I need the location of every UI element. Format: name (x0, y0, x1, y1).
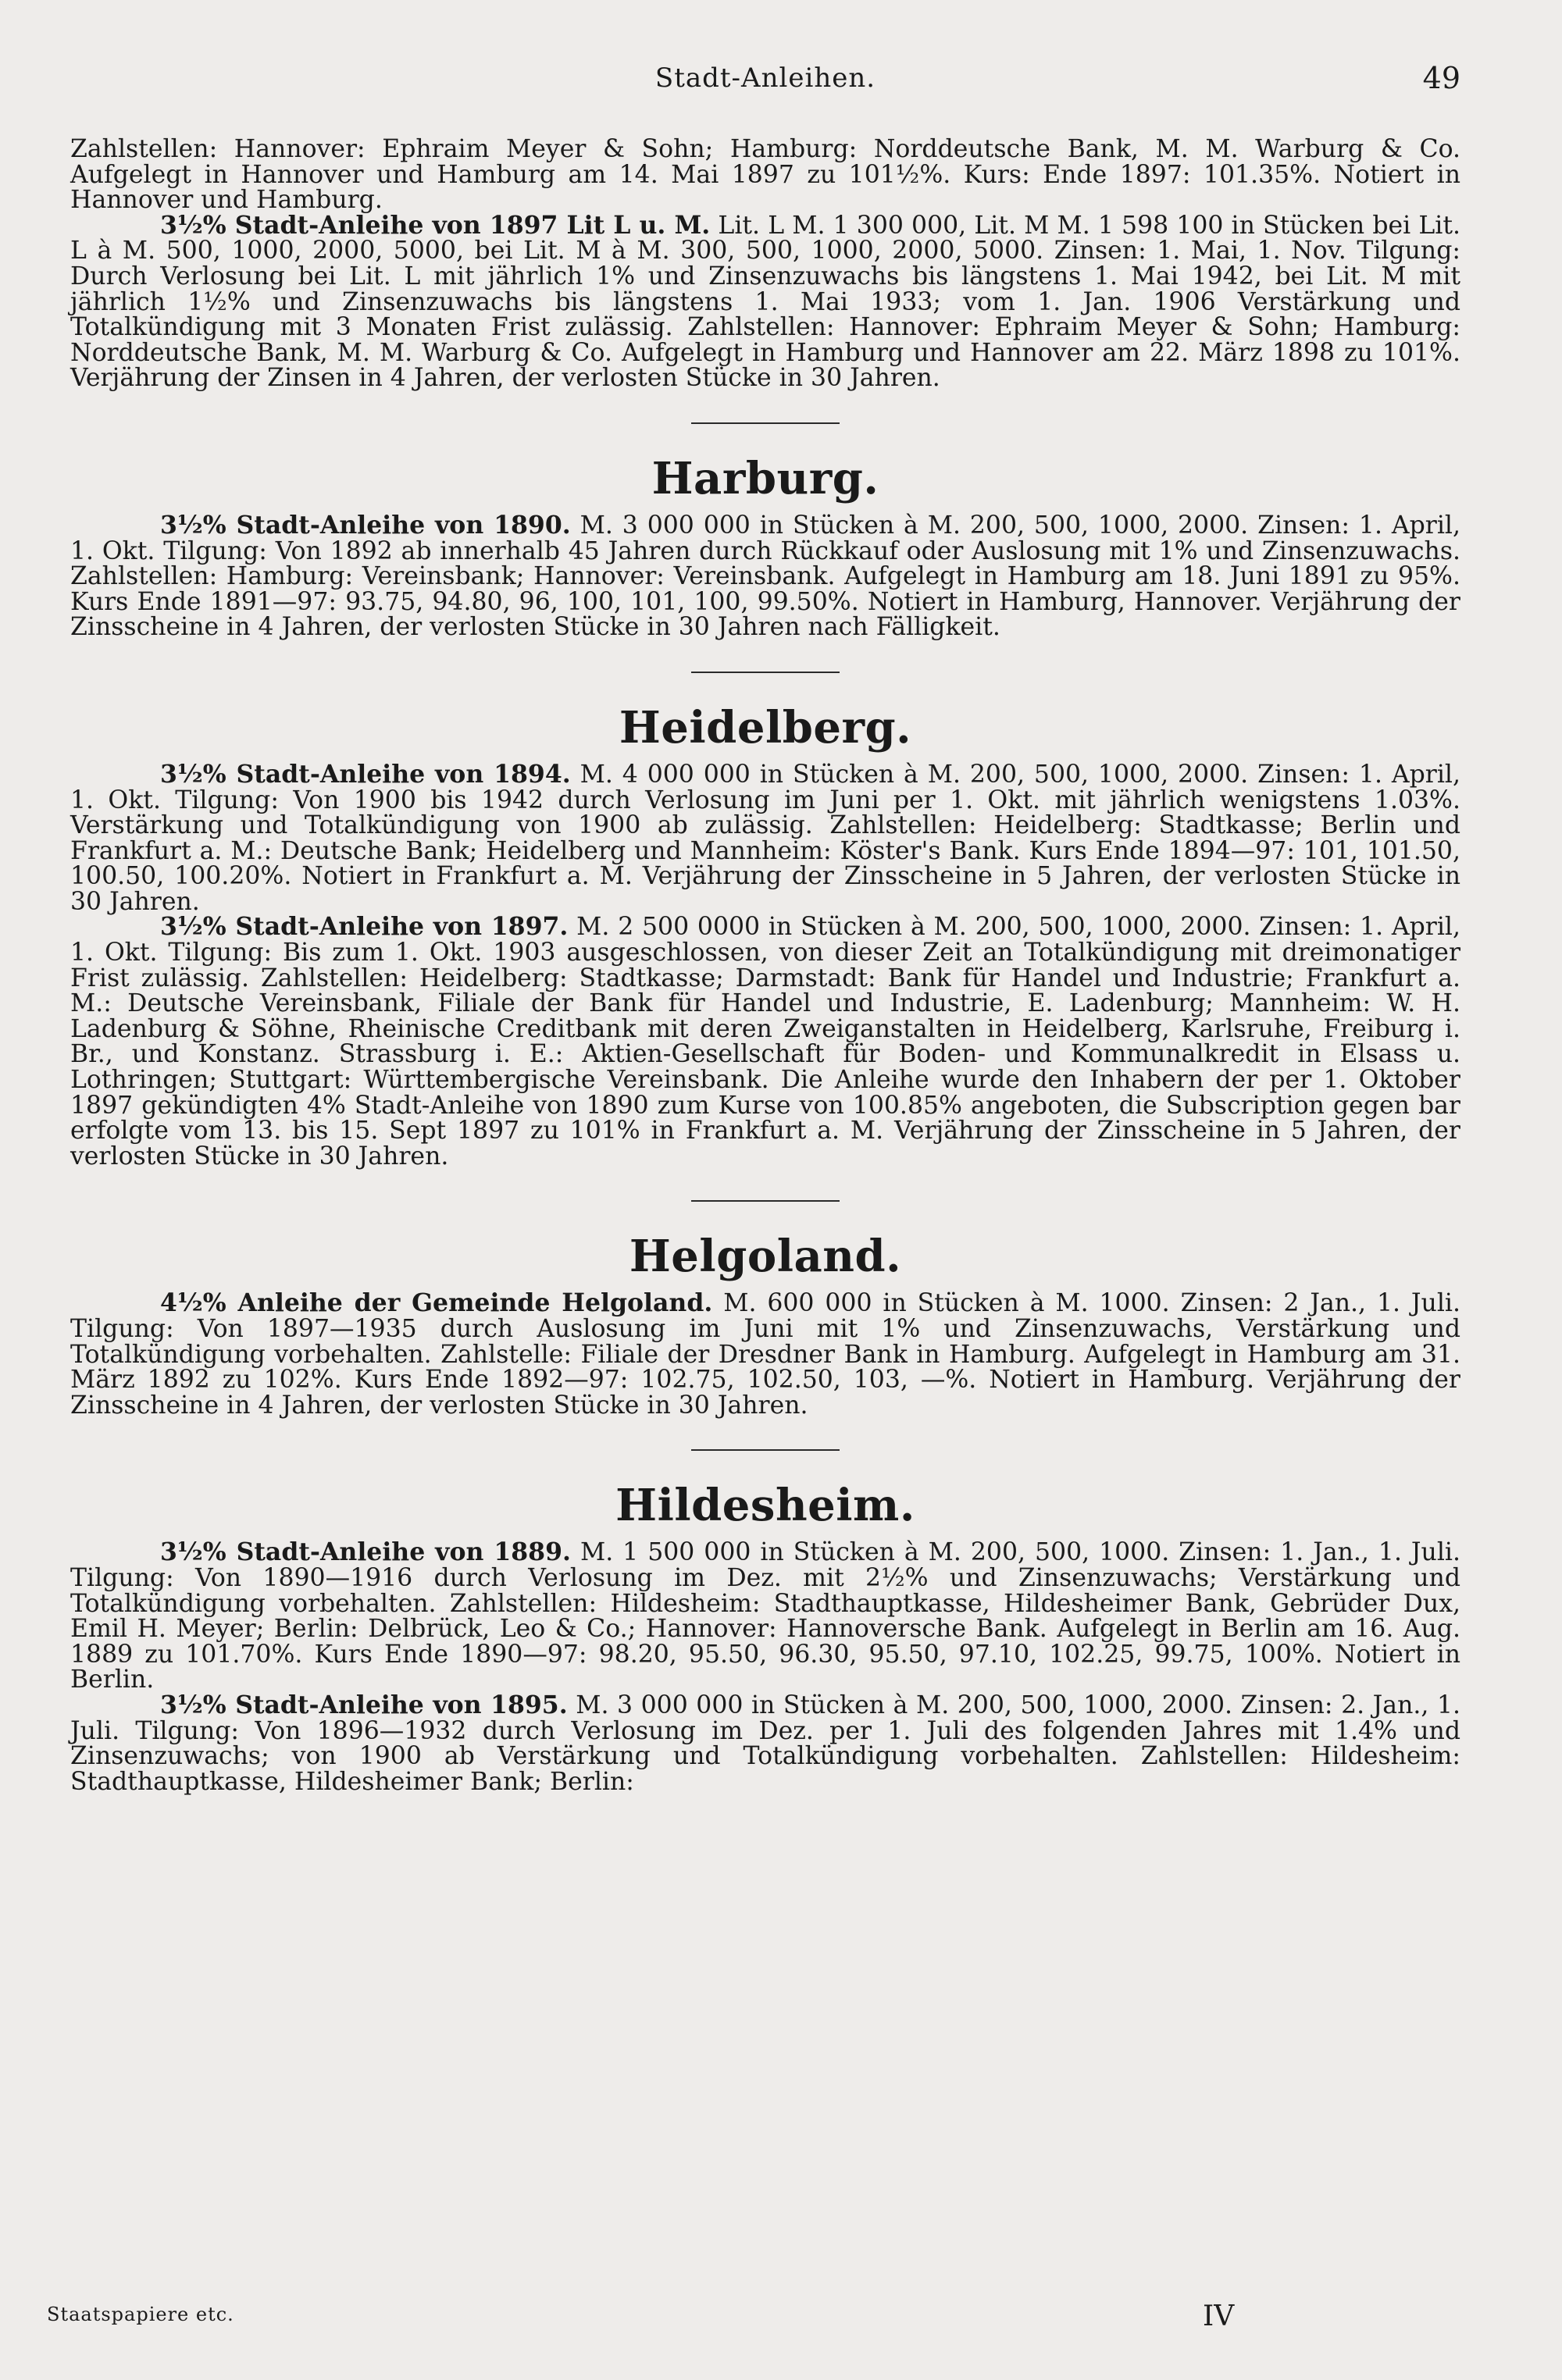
entry-title: 4½% Anleihe der Gemeinde Helgoland. (160, 1288, 713, 1318)
entry-title: 3½% Stadt-Anleihe von 1897 Lit L u. M. (160, 210, 711, 240)
entry-title: 3½% Stadt-Anleihe von 1894. (160, 759, 571, 789)
heidelberg-entry-1897 (70, 914, 1460, 1169)
entry-text: Lit. L M. 1 300 000, Lit. M M. 1 598 100 in Stücken bei Lit. L à M. 500, 1000, 2000, 5000, bei Lit. M à M. 300, 500, 1000, 2000, 5000. Zinsen: 1. Mai, 1. Nov. Tilgung: Durch Verlosung bei Lit. L mit jährlich 1% und Zinsenzuwachs bis längstens 1. Mai 1942, bei Lit. M mit jährlich 1½% und Zinsenzuwachs bis längstens 1. Mai 1933; vom 1. Jan. 1906 Verstärkung und Totalkündigung mit 3 Monaten Frist zulässig. Zahlstellen: Hannover: Ephraim Meyer & Sohn; Hamburg: Norddeutsche Bank, M. M. Warburg & Co. Aufgelegt in Hamburg und Hannover am 22. März 1898 zu 101%. Verjährung der Zinsen in 4 Jahren, der verlosten Stücke in 30 Jahren. (70, 211, 1460, 393)
section-divider (691, 422, 840, 424)
body-text (70, 137, 1460, 1794)
entry-text: M. 2 500 0000 in Stücken à M. 200, 500, 1000, 2000. Zinsen: 1. April, 1. Okt. Tilgung: Bis zum 1. Okt. 1903 ausgeschlossen, von dieser Zeit an Totalkündigung mit dreimonatiger Frist zulässig. Zahlstellen: Heidelberg: Stadtkasse; Darmstadt: Bank für Handel und Industrie; Frankfurt a. M.: Deutsche Vereinsbank, Filiale der Bank für Handel und Industrie, E. Ladenburg; Mannheim: W. H. Ladenburg & Söhne, Rheinische Creditbank mit deren Zweiganstalten in Heidelberg, Karlsruhe, Freiburg i. Br., und Konstanz. Strassburg i. E.: Aktien-Gesellschaft für Boden- und Kommunalkredit in Elsass u. Lothringen; Stuttgart: Württembergische Vereinsbank. Die Anleihe wurde den Inhabern der per 1. Oktober 1897 gekündigten 4% Stadt-Anleihe von 1890 zum Kurse von 100.85% angeboten, die Subscription gegen bar erfolgte vom 13. bis 15. Sept 1897 zu 101% in Frankfurt a. M. Verjährung der Zinsscheine in 5 Jahren, der verlosten Stücke in 30 Jahren. (70, 913, 1461, 1170)
entry-title: 3½% Stadt-Anleihe von 1890. (160, 510, 571, 540)
entry-text: M. 4 000 000 in Stücken à M. 200, 500, 1000, 2000. Zinsen: 1. April, 1. Okt. Tilgung: Von 1900 bis 1942 durch Verlosung im Juni per 1. Okt. mit jährlich wenigstens 1.03%. Verstärkung und Totalkündigung von 1900 ab zulässig. Zahlstellen: Heidelberg: Stadtkasse; Berlin und Frankfurt a. M.: Deutsche Bank; Heidelberg und Mannheim: Köster's Bank. Kurs Ende 1894—97: 101, 101.50, 100.50, 100.20%. Notiert in Frankfurt a. M. Verjährung der Zinsscheine in 5 Jahren, der verlosten Stücke in 30 Jahren. (70, 760, 1460, 916)
section-divider (691, 672, 840, 673)
section-divider (691, 1449, 840, 1451)
entry-text: M. 3 000 000 in Stücken à M. 200, 500, 1000, 2000. Zinsen: 1. April, 1. Okt. Tilgung: Von 1892 ab innerhalb 45 Jahren durch Rückkauf oder Auslosung mit 1% und Zinsenzuwachs. Zahlstellen: Hamburg: Vereinsbank; Hannover: Vereinsbank. Aufgelegt in Hamburg am 18. Juni 1891 zu 95%. Kurs Ende 1891—97: 93.75, 94.80, 96, 100, 101, 100, 99.50%. Notiert in Hamburg, Hannover. Verjährung der Zinsscheine in 4 Jahren, der verlosten Stücke in 30 Jahren nach Fälligkeit. (70, 511, 1460, 642)
entry-title: 3½% Stadt-Anleihe von 1895. (160, 1690, 568, 1719)
city-heading-hildesheim: Hildesheim. (615, 1480, 915, 1532)
footer-imprint: Staatspapiere etc. (47, 2303, 234, 2325)
running-head (70, 62, 1460, 109)
entry-text: M. 1 500 000 in Stücken à M. 200, 500, 1000. Zinsen: 1. Jan., 1. Juli. Tilgung: Von 1890—1916 durch Verlosung im Dez. mit 2½% und Zinsenzuwachs; Verstärkung und Totalkündigung vorbehalten. Zahlstellen: Hildesheim: Stadthauptkasse, Hildesheimer Bank, Gebrüder Dux, Emil H. Meyer; Berlin: Delbrück, Leo & Co.; Hannover: Hannoversche Bank. Aufgelegt in Berlin am 16. Aug. 1889 zu 101.70%. Kurs Ende 1890—97: 98.20, 95.50, 96.30, 95.50, 97.10, 102.25, 99.75, 100%. Notiert in Berlin. (70, 1538, 1461, 1694)
hildesheim-entry-1889 (70, 1537, 1461, 1694)
city-heading-harburg: Harburg. (651, 452, 879, 504)
entry-title: 3½% Stadt-Anleihe von 1889. (160, 1537, 571, 1567)
intro-entry-1897 (70, 210, 1460, 393)
entry-text: M. 600 000 in Stücken à M. 1000. Zinsen: 2 Jan., 1. Juli. Tilgung: Von 1897—1935 durch Auslosung im Juni mit 1% und Zinsenzuwachs, Verstärkung und Totalkündigung vorbehalten. Zahlstelle: Filiale der Dresdner Bank in Hamburg. Aufgelegt in Hamburg am 31. März 1892 zu 102%. Kurs Ende 1892—97: 102.75, 102.50, 103, —%. Notiert in Hamburg. Verjährung der Zinsscheine in 4 Jahren, der verlosten Stücke in 30 Jahren. (70, 1289, 1460, 1420)
city-heading-helgoland: Helgoland. (629, 1231, 902, 1283)
footer (47, 2300, 1390, 2335)
harburg-entry-1890 (70, 510, 1460, 642)
signature-mark: IV (1203, 2300, 1235, 2332)
page-number: 49 (1422, 61, 1460, 95)
section-divider (691, 1200, 840, 1202)
city-heading-heidelberg: Heidelberg. (619, 701, 912, 754)
heidelberg-entry-1894 (70, 759, 1460, 916)
running-title: Stadt-Anleihen. (654, 62, 876, 94)
helgoland-entry (70, 1288, 1460, 1420)
intro-paragraph-zahlstellen: Zahlstellen: Hannover: Ephraim Meyer & Sohn; Hamburg: Norddeutsche Bank, M. M. Warburg & Co. Aufgelegt in Hannover und Hamburg am 14. Mai 1897 zu 101½%. Kurs: Ende 1897: 101.35%. Notiert in Hannover und Hamburg. (70, 135, 1460, 215)
entry-title: 3½% Stadt-Anleihe von 1897. (160, 912, 569, 942)
hildesheim-entry-1895 (70, 1690, 1460, 1796)
entry-text: M. 3 000 000 in Stücken à M. 200, 500, 1000, 2000. Zinsen: 2. Jan., 1. Juli. Tilgung: Von 1896—1932 durch Verlosung im Dez. per 1. Juli des folgenden Jahres mit 1.4% und Zinsenzuwachs; von 1900 ab Verstärkung und Totalkündigung vorbehalten. Zahlstellen: Hildesheim: Stadthauptkasse, Hildesheimer Bank; Berlin: (70, 1691, 1460, 1796)
